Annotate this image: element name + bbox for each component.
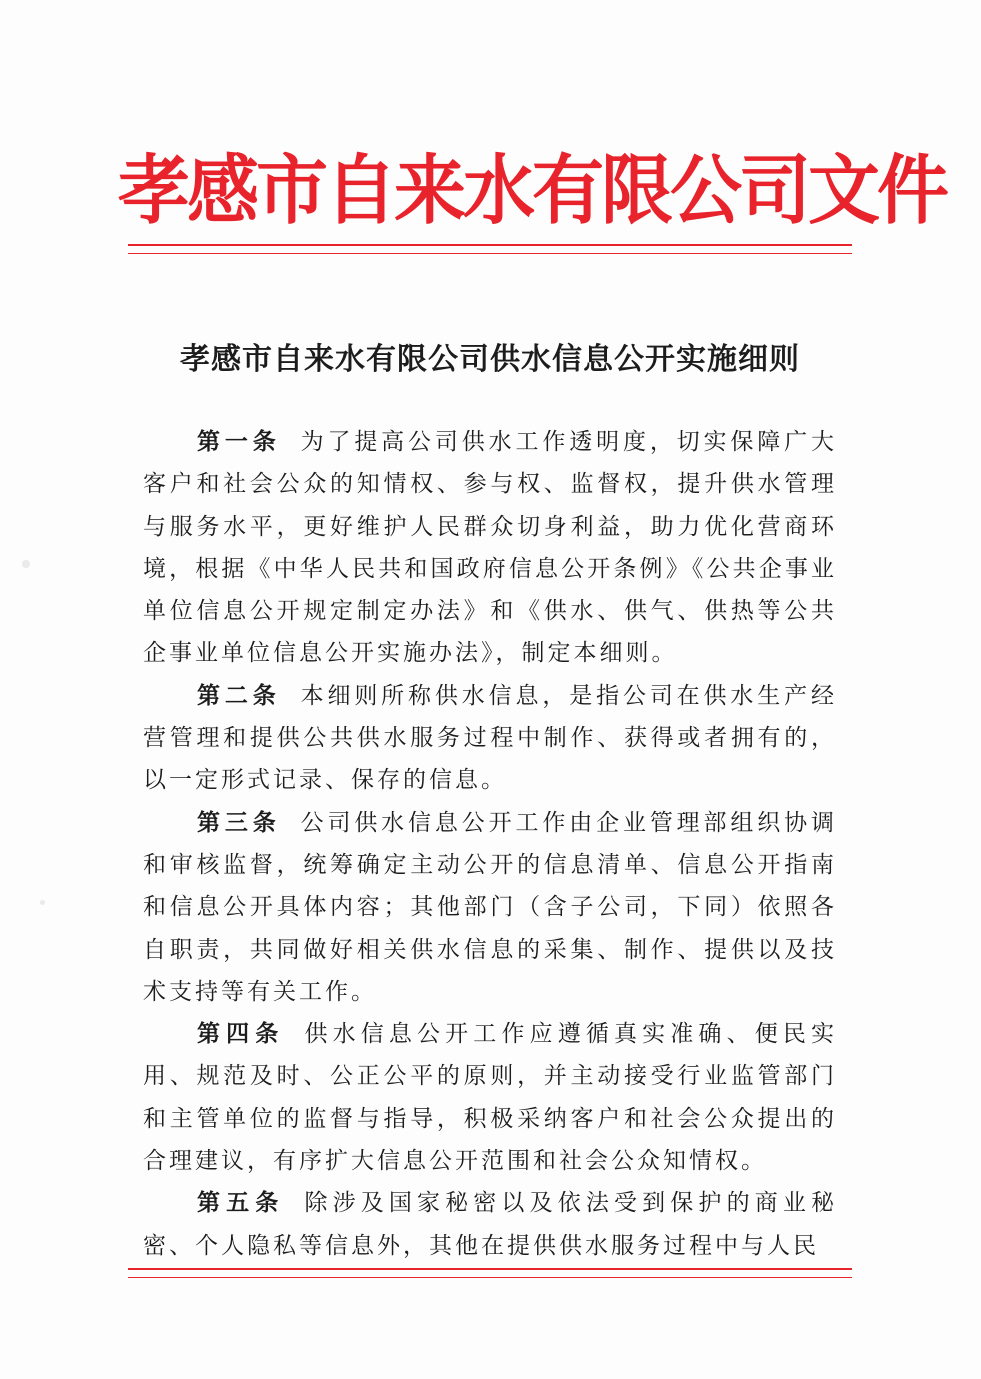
article-text: 本细则所称供水信息，是指公司在供水生产经营管理和提供公共供水服务过程中制作、获得或者拥有的，以一定形式记录、保存的信息。 [143,682,838,794]
masthead-rule-bottom [128,253,852,254]
article-text: 公司供水信息公开工作由企业管理部组织协调和审核监督，统筹确定主动公开的信息清单、信息公开指南和信息公开具体内容；其他部门（含子公司，下同）依照各自职责，共同做好相关供水信息的采集、制作、提供以及技术支持等有关工作。 [143,809,838,1005]
article-text: 除涉及国家秘密以及依法受到保护的商业秘密、个人隐私等信息外，其他在提供供水服务过程中与人民 [143,1190,838,1259]
article-text: 供水信息公开工作应遵循真实准确、便民实用、规范及时、公正公平的原则，并主动接受行业监管部门和主管单位的监督与指导，积极采纳客户和社会公众提出的合理建议，有序扩大信息公开范围和社会公众知情权。 [143,1021,838,1175]
footer-rule-top [128,1268,852,1270]
footer-rule-bottom [128,1277,852,1278]
document-body [143,421,837,1267]
article-number: 第五条 [197,1189,285,1217]
article-text: 为了提高公司供水工作透明度，切实保障广大客户和社会公众的知情权、参与权、监督权，提升供水管理与服务水平，更好维护人民群众切身利益，助力优化营商环境，根据《中华人民共和国政府信息公开条例》《公共企事业单位信息公开规定制定办法》和《供水、供气、供热等公共企事业单位信息公开实施办法》，制定本细则。 [143,429,838,667]
article-3 [143,802,837,1013]
document-masthead: 孝感市自来水有限公司文件 [118,144,947,235]
scan-spot [22,560,30,568]
article-number: 第三条 [197,808,281,836]
article-4 [143,1013,837,1182]
masthead-rule-top [128,244,852,246]
article-number: 第二条 [197,681,281,709]
article-2 [143,675,837,802]
article-5 [143,1182,837,1267]
article-1 [143,421,837,675]
scan-spot [40,900,45,905]
article-number: 第一条 [197,428,281,455]
document-title: 孝感市自来水有限公司供水信息公开实施细则 [180,342,800,377]
article-number: 第四条 [197,1020,285,1048]
